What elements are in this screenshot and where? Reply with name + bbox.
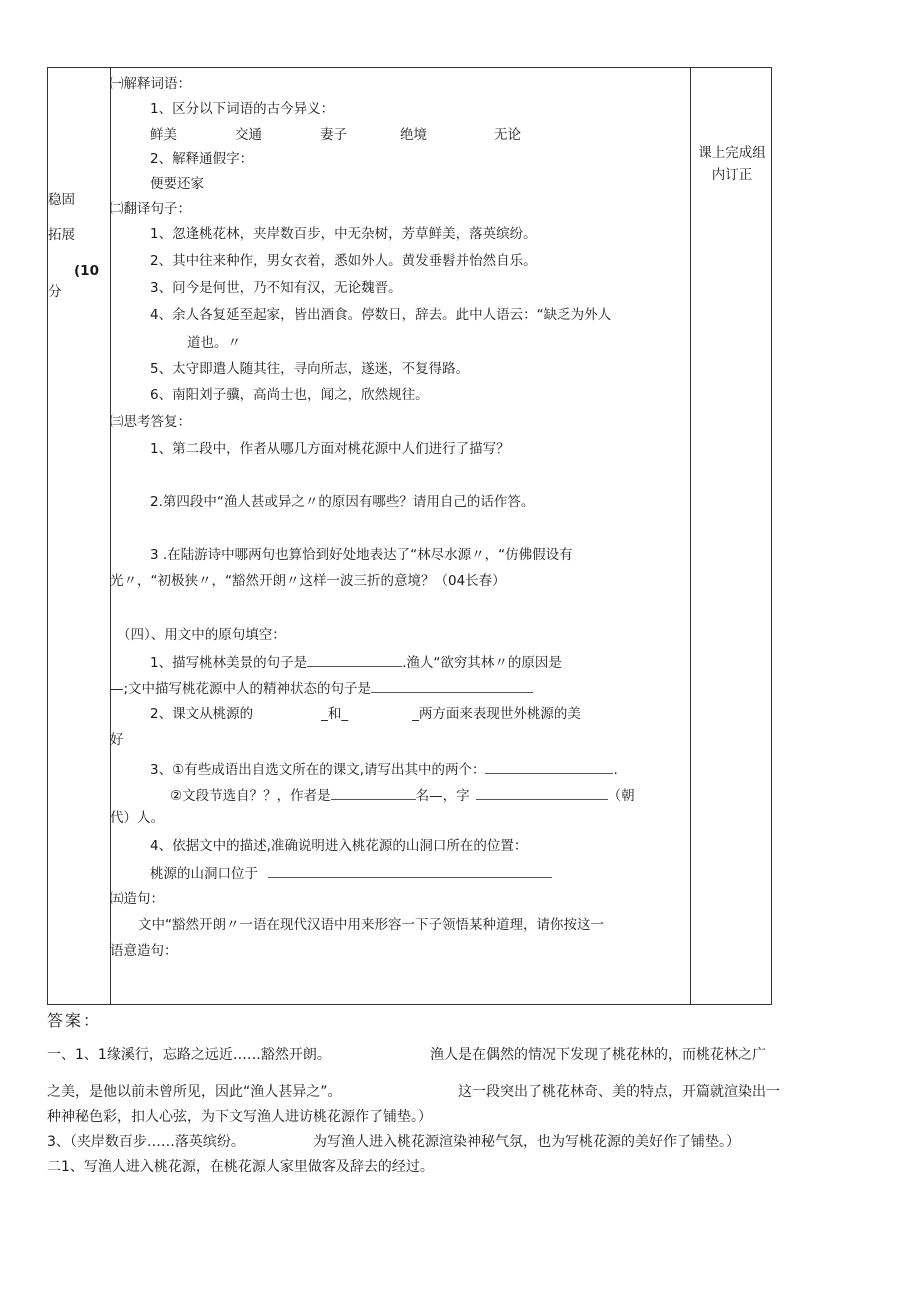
answer-blank[interactable] — [307, 652, 402, 667]
s2-sentence-5: 5、太守即遣人随其往，寻向所志，遂迷，不复得路。 — [150, 361, 470, 377]
s4-q1-continued: —;文中描写桃花源中人的精神状态的句子是 — [110, 681, 372, 697]
s4-q3-line: 3、①有些成语出自选文所在的课文,请写出其中的两个： . — [150, 759, 618, 779]
left-label-2: 拓展 — [48, 227, 75, 243]
answer-blank[interactable] — [331, 785, 416, 800]
answer-blank[interactable] — [371, 678, 533, 693]
s3-question-1: 1、第二段中，作者从哪几方面对桃花源中人们进行了描写？ — [150, 441, 510, 457]
s1-question-1: 1、区分以下词语的古今异义： — [150, 101, 335, 117]
section-3-title: ㈢思考答复： — [110, 414, 191, 430]
section-1-title: ㈠解释词语： — [110, 76, 191, 92]
s4-q2-middle: _和_ — [321, 706, 349, 722]
s4-q2-prefix: 2、课文从桃源的 — [150, 706, 254, 722]
s2-sentence-4a: 4、余人各复延至起家，皆出酒食。停数日，辞去。此中人语云：“缺乏为外人 — [150, 307, 612, 323]
s4-question-4: 4、依据文中的描述,准确说明进入桃花源的山洞口所在的位置： — [150, 838, 528, 854]
answer-line-4a: 3、（夹岸数百步……落英缤纷。 — [47, 1134, 245, 1150]
s4-q3-author-prefix: ②文段节选自？？，作者是 — [170, 788, 331, 804]
answer-line-5: 二1、写渔人进入桃花源，在桃花源人家里做客及辞去的经过。 — [47, 1159, 434, 1175]
s4-q2-line-2: 好 — [110, 732, 124, 748]
section-2-title: ㈡翻译句子： — [110, 201, 191, 217]
s4-q1-prefix: 1、描写桃林美景的句子是 — [150, 655, 308, 671]
s4-q3-line-2 — [170, 785, 635, 805]
s4-q1-line-2 — [110, 678, 533, 698]
section-5-title: ㈤造句： — [110, 891, 164, 907]
s4-q2-suffix: _两方面来表现世外桃源的美 — [412, 706, 581, 722]
s4-q1-suffix: .渔人“欲穷其林〃的原因是 — [402, 655, 562, 671]
s2-sentence-2: 2、其中往来种作，男女衣着，悉如外人。黄发垂髫并怡然自乐。 — [150, 253, 537, 269]
s1-tongjia-word: 便要还家 — [150, 176, 204, 192]
answer-line-2a: 之美，是他以前未曾所见，因此“渔人甚异之”。 — [47, 1084, 342, 1100]
column-divider-right — [690, 68, 691, 1004]
right-note — [692, 142, 772, 186]
s2-sentence-3: 3、问今是何世，乃不知有汉，无论魏晋。 — [150, 280, 402, 296]
s4-q3-name: 名—，字 — [415, 788, 470, 804]
left-label-3: (10 — [74, 263, 99, 279]
s4-q2-line — [150, 705, 581, 723]
answer-line-1b: 渔人是在偶然的情况下发现了桃花林的，而桃花林之广 — [430, 1047, 766, 1063]
s4-q4-prefix: 桃源的山洞口位于 — [150, 866, 258, 882]
s5-instruction-2: 语意造句： — [110, 943, 178, 959]
answer-blank[interactable] — [268, 863, 552, 878]
s4-q3-line-3: 代）人。 — [110, 810, 164, 826]
s1-word-1: 鲜美 — [150, 127, 177, 143]
s5-instruction-1: 文中“豁然开朗〃一语在现代汉语中用来形容一下子领悟某种道理，请你按这一 — [138, 917, 604, 933]
answer-blank[interactable] — [485, 759, 613, 774]
s1-word-2: 交通 — [235, 127, 262, 143]
answer-line-4b: 为写渔人进入桃花源渲染神秘气氛，也为写桃花源的美好作了铺垫。） — [313, 1134, 740, 1150]
s1-question-2: 2、解释通假字： — [150, 151, 254, 167]
s4-q3-prefix: 3、①有些成语出自选文所在的课文,请写出其中的两个： — [150, 762, 486, 778]
right-note-line-1: 课上完成组 — [698, 145, 766, 161]
s3-question-3a: 3 .在陆游诗中哪两句也算恰到好处地表达了“林尽水源〃，“仿佛假设有 — [150, 547, 573, 563]
answer-line-1a: 一、1、1缘溪行，忘路之远近……豁然开朗。 — [47, 1047, 331, 1063]
s2-sentence-1: 1、忽逢桃花林，夹岸数百步，中无杂树，芳草鲜美，落英缤纷。 — [150, 226, 537, 242]
s3-question-2: 2.第四段中“渔人甚或异之〃的原因有哪些？请用自己的话作答。 — [150, 494, 535, 510]
s2-sentence-4b: 道也。〃 — [187, 335, 241, 351]
answer-line-2b: 这一段突出了桃花林奇、美的特点，开篇就渲染出一 — [458, 1084, 780, 1100]
left-label-1: 稳固 — [48, 192, 75, 208]
answer-blank[interactable] — [476, 785, 608, 800]
s2-sentence-6: 6、南阳刘子骥，高尚士也，闻之，欣然规往。 — [150, 387, 429, 403]
right-note-line-2: 内订正 — [711, 167, 753, 183]
s4-q1-line — [150, 652, 562, 672]
left-label-4: 分 — [48, 284, 62, 300]
s4-q3-dynasty: （朝 — [607, 788, 635, 804]
answers-title: 答案： — [47, 1011, 102, 1030]
s1-word-4: 绝境 — [400, 127, 427, 143]
s1-word-5: 无论 — [494, 127, 521, 143]
s1-word-3: 妻子 — [320, 127, 347, 143]
answer-line-3: 种神秘色彩，扣人心弦，为下文写渔人进访桃花源作了铺垫。） — [47, 1109, 432, 1125]
s3-question-3b: 光〃，“初极狭〃，“豁然开朗〃这样一波三折的意境？（04长春） — [110, 573, 506, 589]
s4-q4-line-2 — [150, 863, 552, 883]
section-4-title: （四）、用文中的原句填空： — [117, 627, 286, 643]
